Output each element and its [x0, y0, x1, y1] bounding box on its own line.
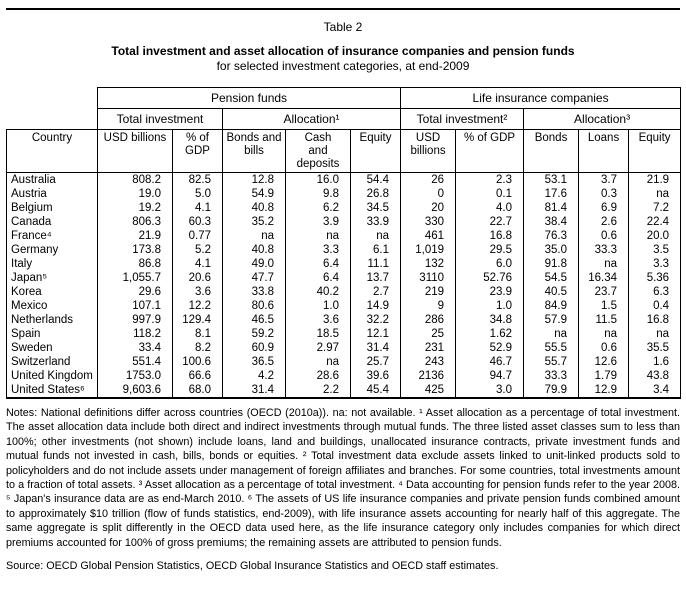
value-cell: 22.4 [629, 215, 681, 229]
value-cell: 33.8 [223, 285, 286, 299]
value-cell: 132 [401, 257, 456, 271]
value-cell: 0.77 [173, 229, 223, 243]
country-cell: Sweden [7, 341, 98, 355]
value-cell: 0.1 [456, 187, 524, 201]
country-cell: Spain [7, 327, 98, 341]
group-header-life-insurance: Life insurance companies [401, 88, 681, 109]
value-cell: 12.6 [579, 355, 629, 369]
value-cell: 0.3 [579, 187, 629, 201]
table-row [7, 299, 681, 313]
value-cell: 45.4 [351, 383, 401, 398]
value-cell: 20.0 [629, 229, 681, 243]
value-cell: 4.0 [456, 201, 524, 215]
value-cell: 9 [401, 299, 456, 313]
value-cell: 808.2 [98, 173, 173, 188]
value-cell: 26.8 [351, 187, 401, 201]
value-cell: 57.9 [524, 313, 579, 327]
table-row [7, 271, 681, 285]
table-row [7, 383, 681, 398]
value-cell: 39.6 [351, 369, 401, 383]
table-row [7, 187, 681, 201]
value-cell: 173.8 [98, 243, 173, 257]
value-cell: 76.3 [524, 229, 579, 243]
value-cell: 35.2 [223, 215, 286, 229]
value-cell: 28.6 [286, 369, 351, 383]
value-cell: 1.0 [286, 299, 351, 313]
value-cell: 84.9 [524, 299, 579, 313]
column-header-pension-equity: Equity [351, 130, 401, 173]
country-cell: Austria [7, 187, 98, 201]
value-cell: 29.5 [456, 243, 524, 257]
main-title: Total investment and asset allocation of insurance companies and pension funds [111, 44, 575, 58]
value-cell: 425 [401, 383, 456, 398]
value-cell: 82.5 [173, 173, 223, 188]
subgroup-life-allocation: Allocation³ [524, 109, 681, 130]
value-cell: 40.8 [223, 201, 286, 215]
value-cell: 14.9 [351, 299, 401, 313]
value-cell: 1,055.7 [98, 271, 173, 285]
value-cell: 49.0 [223, 257, 286, 271]
value-cell: 18.5 [286, 327, 351, 341]
table-row [7, 369, 681, 383]
value-cell: 100.6 [173, 355, 223, 369]
value-cell: 60.3 [173, 215, 223, 229]
table-row [7, 215, 681, 229]
value-cell: 46.5 [223, 313, 286, 327]
value-cell: na [579, 327, 629, 341]
value-cell: 1.79 [579, 369, 629, 383]
country-cell: Belgium [7, 201, 98, 215]
value-cell: 53.1 [524, 173, 579, 188]
value-cell: 5.2 [173, 243, 223, 257]
investment-table [6, 87, 681, 399]
value-cell: 8.1 [173, 327, 223, 341]
value-cell: 461 [401, 229, 456, 243]
country-cell: Italy [7, 257, 98, 271]
value-cell: 3.6 [173, 285, 223, 299]
value-cell: 1.6 [629, 355, 681, 369]
value-cell: 6.0 [456, 257, 524, 271]
value-cell: 19.0 [98, 187, 173, 201]
value-cell: 3.4 [629, 383, 681, 398]
value-cell: na [223, 229, 286, 243]
value-cell: 16.8 [456, 229, 524, 243]
column-header-life-usd-billions: USD billions [401, 130, 456, 173]
value-cell: 91.8 [524, 257, 579, 271]
value-cell: 2.7 [351, 285, 401, 299]
value-cell: 118.2 [98, 327, 173, 341]
value-cell: na [351, 229, 401, 243]
value-cell: 2.2 [286, 383, 351, 398]
value-cell: 3.3 [286, 243, 351, 257]
value-cell: 25 [401, 327, 456, 341]
value-cell: 3.6 [286, 313, 351, 327]
value-cell: 219 [401, 285, 456, 299]
value-cell: 4.2 [223, 369, 286, 383]
value-cell: 33.3 [579, 243, 629, 257]
value-cell: 5.36 [629, 271, 681, 285]
column-header-life-pct-gdp: % of GDP [456, 130, 524, 173]
value-cell: 8.2 [173, 341, 223, 355]
value-cell: 7.2 [629, 201, 681, 215]
column-header-pension-usd-billions: USD billions [98, 130, 173, 173]
value-cell: 21.9 [629, 173, 681, 188]
table-body [7, 173, 681, 399]
value-cell: 54.5 [524, 271, 579, 285]
value-cell: 40.2 [286, 285, 351, 299]
value-cell: na [524, 327, 579, 341]
value-cell: 40.8 [223, 243, 286, 257]
value-cell: 55.5 [524, 341, 579, 355]
value-cell: 3.3 [629, 257, 681, 271]
value-cell: na [629, 327, 681, 341]
value-cell: 4.1 [173, 257, 223, 271]
value-cell: 6.1 [351, 243, 401, 257]
column-header-row [7, 130, 681, 173]
value-cell: 286 [401, 313, 456, 327]
country-cell: Germany [7, 243, 98, 257]
value-cell: 1.5 [579, 299, 629, 313]
value-cell: 12.1 [351, 327, 401, 341]
value-cell: 35.0 [524, 243, 579, 257]
value-cell: 3.7 [579, 173, 629, 188]
value-cell: 34.8 [456, 313, 524, 327]
value-cell: 12.9 [579, 383, 629, 398]
table-row [7, 355, 681, 369]
notes-text: Notes: National definitions differ across countries (OECD (2010a)). na: not available. ¹ Asset allocation as a percentage of total investment. The asset allocation data include both direct and indirect investments through mutual funds. The three listed asset classes sum to less than 100%; other investments (not shown) include loans, land and buildings, unallocated insurance contracts, private investment funds and mutual funds not invested in cash, bills, bonds or equities. ² Total investment data exclude assets linked to unit-linked products sold to policyholders and do not include assets under management of foreign affiliates and branches. For some countries, total investments amount to a fraction of total assets. ³ Asset allocation as a percentage of total investment. ⁴ Data accounting for pension funds refer to the year 2008. ⁵ Japan's insurance data are as end-March 2010. ⁶ The assets of US life insurance companies and private pension funds combined amount to approximately $10 trillion (flow of funds statistics, end-2009), with life insurance assets accounting for nearly half of this aggregate. The same aggregate is split differently in the OECD data used here, as the life insurance category only includes companies for which direct premiums accounted for 100% of gross premiums; the remaining assets are attributed to pension funds. [6, 407, 680, 549]
value-cell: 5.0 [173, 187, 223, 201]
value-cell: 54.9 [223, 187, 286, 201]
country-cell: Canada [7, 215, 98, 229]
value-cell: 20.6 [173, 271, 223, 285]
value-cell: 22.7 [456, 215, 524, 229]
value-cell: 36.5 [223, 355, 286, 369]
value-cell: 107.1 [98, 299, 173, 313]
country-cell: France⁴ [7, 229, 98, 243]
value-cell: 34.5 [351, 201, 401, 215]
value-cell: 129.4 [173, 313, 223, 327]
value-cell: 1.0 [456, 299, 524, 313]
country-cell: United States⁶ [7, 383, 98, 398]
value-cell: 21.9 [98, 229, 173, 243]
value-cell: 11.5 [579, 313, 629, 327]
column-header-pension-pct-gdp: % of GDP [173, 130, 223, 173]
subgroup-pension-total-investment: Total investment [98, 109, 223, 130]
value-cell: 16.8 [629, 313, 681, 327]
value-cell: 94.7 [456, 369, 524, 383]
value-cell: 86.8 [98, 257, 173, 271]
value-cell: 1.62 [456, 327, 524, 341]
country-cell: Mexico [7, 299, 98, 313]
table-row [7, 285, 681, 299]
value-cell: 40.5 [524, 285, 579, 299]
country-cell: Japan⁵ [7, 271, 98, 285]
value-cell: 231 [401, 341, 456, 355]
subgroup-pension-allocation: Allocation¹ [223, 109, 401, 130]
value-cell: 54.4 [351, 173, 401, 188]
value-cell: 997.9 [98, 313, 173, 327]
group-header-row [7, 88, 681, 109]
value-cell: 81.4 [524, 201, 579, 215]
value-cell: 4.1 [173, 201, 223, 215]
value-cell: 19.2 [98, 201, 173, 215]
value-cell: 79.9 [524, 383, 579, 398]
value-cell: 52.76 [456, 271, 524, 285]
value-cell: 0.4 [629, 299, 681, 313]
table-row [7, 341, 681, 355]
value-cell: 25.7 [351, 355, 401, 369]
country-cell: Netherlands [7, 313, 98, 327]
value-cell: 0 [401, 187, 456, 201]
value-cell: 6.3 [629, 285, 681, 299]
value-cell: 68.0 [173, 383, 223, 398]
value-cell: 33.4 [98, 341, 173, 355]
country-cell: Korea [7, 285, 98, 299]
value-cell: na [286, 355, 351, 369]
value-cell: 3.0 [456, 383, 524, 398]
value-cell: 2136 [401, 369, 456, 383]
value-cell: 43.8 [629, 369, 681, 383]
value-cell: 806.3 [98, 215, 173, 229]
value-cell: 47.7 [223, 271, 286, 285]
column-header-cash-and-deposits: Cash and deposits [286, 130, 351, 173]
value-cell: 23.7 [579, 285, 629, 299]
value-cell: 80.6 [223, 299, 286, 313]
source-text: Source: OECD Global Pension Statistics, OECD Global Insurance Statistics and OECD staff estimates. [6, 560, 499, 573]
country-cell: Australia [7, 173, 98, 188]
value-cell: 35.5 [629, 341, 681, 355]
value-cell: 9.8 [286, 187, 351, 201]
value-cell: 55.7 [524, 355, 579, 369]
column-header-country: Country [7, 130, 98, 173]
value-cell: 38.4 [524, 215, 579, 229]
value-cell: na [629, 187, 681, 201]
value-cell: 26 [401, 173, 456, 188]
table-row [7, 327, 681, 341]
table-row [7, 313, 681, 327]
value-cell: 17.6 [524, 187, 579, 201]
value-cell: 33.9 [351, 215, 401, 229]
value-cell: 2.3 [456, 173, 524, 188]
value-cell: 9,603.6 [98, 383, 173, 398]
value-cell: 0.6 [579, 229, 629, 243]
value-cell: 1,019 [401, 243, 456, 257]
value-cell: 1753.0 [98, 369, 173, 383]
column-header-life-loans: Loans [579, 130, 629, 173]
subgroup-header-row [7, 109, 681, 130]
value-cell: 3.9 [286, 215, 351, 229]
corner-cell [7, 88, 98, 130]
column-header-bonds-and-bills: Bonds and bills [223, 130, 286, 173]
value-cell: 20 [401, 201, 456, 215]
value-cell: 23.9 [456, 285, 524, 299]
value-cell: 29.6 [98, 285, 173, 299]
value-cell: 32.2 [351, 313, 401, 327]
value-cell: 66.6 [173, 369, 223, 383]
subtitle: for selected investment categories, at end-2009 [216, 59, 470, 73]
table-row [7, 257, 681, 271]
value-cell: 31.4 [223, 383, 286, 398]
value-cell: 60.9 [223, 341, 286, 355]
value-cell: 243 [401, 355, 456, 369]
table-row [7, 173, 681, 188]
value-cell: 33.3 [524, 369, 579, 383]
top-rule [6, 8, 680, 10]
value-cell: 59.2 [223, 327, 286, 341]
value-cell: 6.2 [286, 201, 351, 215]
value-cell: 6.4 [286, 271, 351, 285]
value-cell: 46.7 [456, 355, 524, 369]
country-cell: Switzerland [7, 355, 98, 369]
table-row [7, 229, 681, 243]
value-cell: 52.9 [456, 341, 524, 355]
value-cell: 12.2 [173, 299, 223, 313]
table-row [7, 243, 681, 257]
value-cell: 6.4 [286, 257, 351, 271]
value-cell: 2.97 [286, 341, 351, 355]
value-cell: 31.4 [351, 341, 401, 355]
column-header-life-bonds: Bonds [524, 130, 579, 173]
value-cell: 2.6 [579, 215, 629, 229]
value-cell: na [579, 257, 629, 271]
value-cell: 551.4 [98, 355, 173, 369]
group-header-pension-funds: Pension funds [98, 88, 401, 109]
column-header-life-equity: Equity [629, 130, 681, 173]
value-cell: na [286, 229, 351, 243]
table-label: Table 2 [323, 20, 363, 34]
value-cell: 6.9 [579, 201, 629, 215]
value-cell: 16.0 [286, 173, 351, 188]
value-cell: 3110 [401, 271, 456, 285]
value-cell: 13.7 [351, 271, 401, 285]
value-cell: 0.6 [579, 341, 629, 355]
value-cell: 12.8 [223, 173, 286, 188]
value-cell: 11.1 [351, 257, 401, 271]
value-cell: 330 [401, 215, 456, 229]
country-cell: United Kingdom [7, 369, 98, 383]
value-cell: 16.34 [579, 271, 629, 285]
table-row [7, 201, 681, 215]
subgroup-life-total-investment: Total investment² [401, 109, 524, 130]
value-cell: 3.5 [629, 243, 681, 257]
